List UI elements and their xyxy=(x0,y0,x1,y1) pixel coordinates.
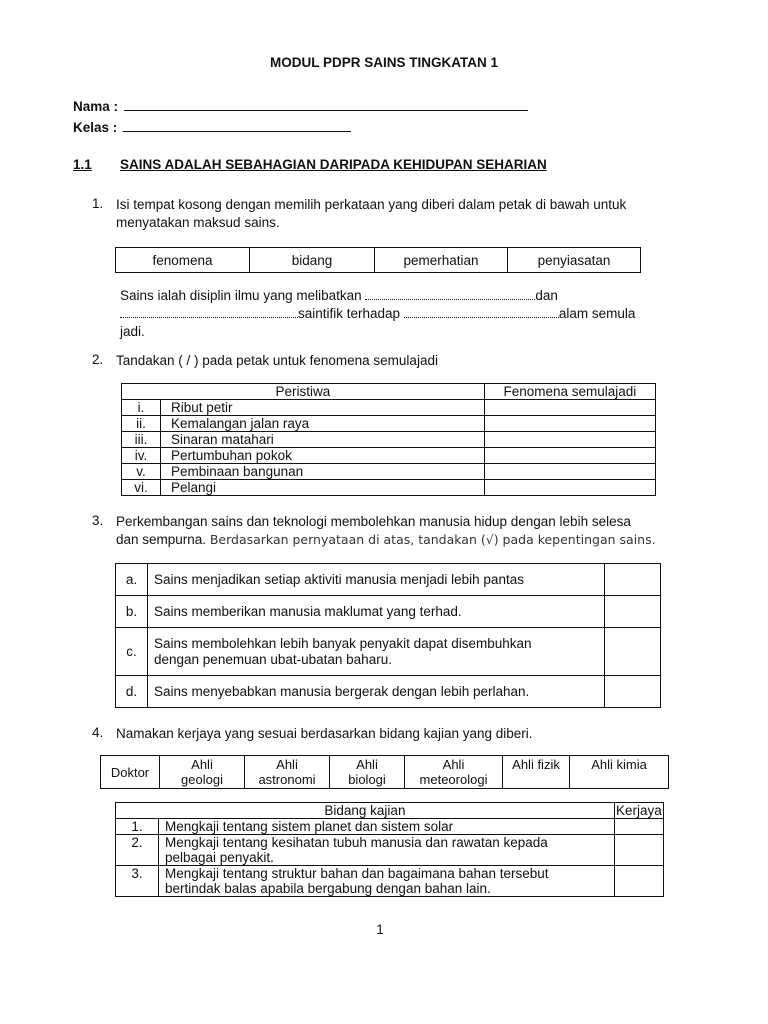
table-row xyxy=(116,819,664,835)
career-answer-cell[interactable] xyxy=(614,819,663,835)
q2-text: Tandakan ( / ) pada petak untuk fenomena semulajadi xyxy=(116,353,438,368)
row-number: iii. xyxy=(122,432,161,448)
event-label: Pelangi xyxy=(161,480,485,496)
career-doktor: Doktor xyxy=(101,756,160,789)
table-row xyxy=(122,416,656,432)
q3-line2b: Berdasarkan pernyataan di atas, tandakan (√) pada kepentingan sains. xyxy=(209,532,656,547)
row-letter: b. xyxy=(116,596,148,628)
career-ahli-meteorologi: Ahli meteorologi xyxy=(405,756,503,789)
table-row xyxy=(116,564,661,596)
answer-cell[interactable] xyxy=(484,416,655,432)
q1-sentence-part5: jadi. xyxy=(120,324,145,339)
q1-number: 1. xyxy=(92,196,104,211)
career-bank xyxy=(100,755,669,789)
table-row xyxy=(122,400,656,416)
q1-sentence-line2 xyxy=(120,306,635,321)
row-number: vi. xyxy=(122,480,161,496)
row-number: 3. xyxy=(116,866,159,897)
answer-cell[interactable] xyxy=(484,400,655,416)
q1-sentence-part2: dan xyxy=(535,288,558,303)
q4-table xyxy=(115,802,664,897)
career-ahli-biologi: Ahli biologi xyxy=(330,756,405,789)
table-row xyxy=(116,676,661,708)
table-row xyxy=(116,628,661,676)
row-number: iv. xyxy=(122,448,161,464)
row-letter: c. xyxy=(116,628,148,676)
study-field-line2: bertindak balas apabila bergabung dengan bahan lain. xyxy=(165,881,491,896)
q3-line2 xyxy=(116,531,656,549)
row-number: ii. xyxy=(122,416,161,432)
answer-cell[interactable] xyxy=(484,464,655,480)
table-row xyxy=(122,448,656,464)
table-row xyxy=(116,866,664,897)
table-row xyxy=(122,480,656,496)
nama-field[interactable] xyxy=(73,98,528,114)
q4-text: Namakan kerjaya yang sesuai berdasarkan bidang kajian yang diberi. xyxy=(116,726,533,741)
table-row xyxy=(116,835,664,866)
tick-cell[interactable] xyxy=(605,628,661,676)
row-number: 1. xyxy=(116,819,159,835)
row-number: i. xyxy=(122,400,161,416)
q4-number: 4. xyxy=(92,725,104,740)
answer-cell[interactable] xyxy=(484,432,655,448)
study-field-line1: Mengkaji tentang kesihatan tubuh manusia dan rawatan kepada xyxy=(165,835,548,850)
kelas-label: Kelas : xyxy=(73,120,118,135)
statement xyxy=(148,628,605,676)
table-row xyxy=(122,464,656,480)
event-label: Sinaran matahari xyxy=(161,432,485,448)
q2-header-peristiwa: Peristiwa xyxy=(122,384,485,400)
q1-blank-3[interactable] xyxy=(404,306,559,318)
row-number: 2. xyxy=(116,835,159,866)
event-label: Pembinaan bangunan xyxy=(161,464,485,480)
nama-blank[interactable] xyxy=(124,98,528,111)
table-row xyxy=(122,432,656,448)
q4-header-kerjaya: Kerjaya xyxy=(616,803,662,818)
event-label: Ribut petir xyxy=(161,400,485,416)
section-title: SAINS ADALAH SEBAHAGIAN DARIPADA KEHIDUPAN SEHARIAN xyxy=(120,157,547,172)
study-field: Mengkaji tentang sistem planet dan sistem solar xyxy=(159,819,615,835)
event-label: Pertumbuhan pokok xyxy=(161,448,485,464)
study-field-line1: Mengkaji tentang struktur bahan dan bagaimana bahan tersebut xyxy=(165,866,549,881)
q1-line1: Isi tempat kosong dengan memilih perkataan yang diberi dalam petak di bawah untuk xyxy=(116,197,627,212)
q1-blank-2[interactable] xyxy=(120,306,298,318)
tick-cell[interactable] xyxy=(605,596,661,628)
career-answer-cell[interactable] xyxy=(614,866,663,897)
row-number: v. xyxy=(122,464,161,480)
study-field xyxy=(159,835,615,866)
statement: Sains menjadikan setiap aktiviti manusia menjadi lebih pantas xyxy=(148,564,605,596)
statement: Sains menyebabkan manusia bergerak dengan lebih perlahan. xyxy=(148,676,605,708)
nama-label: Nama : xyxy=(73,99,119,114)
q1-sentence-line1 xyxy=(120,288,558,303)
row-letter: d. xyxy=(116,676,148,708)
section-number: 1.1 xyxy=(73,157,92,172)
q2-number: 2. xyxy=(92,352,104,367)
kelas-field[interactable] xyxy=(73,119,351,135)
career-ahli-geologi: Ahli geologi xyxy=(160,756,245,789)
event-label: Kemalangan jalan raya xyxy=(161,416,485,432)
word-fenomena: fenomena xyxy=(116,248,250,273)
career-ahli-astronomi: Ahli astronomi xyxy=(245,756,330,789)
q1-line2: menyatakan maksud sains. xyxy=(116,215,280,230)
row-letter: a. xyxy=(116,564,148,596)
study-field xyxy=(159,866,615,897)
page-number: 1 xyxy=(376,922,384,937)
page-title: MODUL PDPR SAINS TINGKATAN 1 xyxy=(269,55,498,70)
career-ahli-fizik: Ahli fizik xyxy=(503,756,570,789)
answer-cell[interactable] xyxy=(484,480,655,496)
word-bank xyxy=(115,247,641,273)
q1-sentence-part1: Sains ialah disiplin ilmu yang melibatkan xyxy=(120,288,362,303)
word-pemerhatian: pemerhatian xyxy=(375,248,508,273)
statement: Sains memberikan manusia maklumat yang terhad. xyxy=(148,596,605,628)
q1-sentence-part4: alam semula xyxy=(558,306,636,321)
q3-line2a: dan sempurna. xyxy=(116,532,207,547)
q3-line1: Perkembangan sains dan teknologi membolehkan manusia hidup dengan lebih selesa xyxy=(116,514,631,529)
word-penyiasatan: penyiasatan xyxy=(508,248,641,273)
q3-table xyxy=(115,563,661,708)
career-ahli-kimia: Ahli kimia xyxy=(570,756,669,789)
tick-cell[interactable] xyxy=(605,676,661,708)
q2-header-fenomena: Fenomena semulajadi xyxy=(484,384,655,400)
statement-line1: Sains membolehkan lebih banyak penyakit dapat disembuhkan xyxy=(154,635,532,651)
kelas-blank[interactable] xyxy=(123,119,351,132)
career-answer-cell[interactable] xyxy=(614,835,663,866)
answer-cell[interactable] xyxy=(484,448,655,464)
tick-cell[interactable] xyxy=(605,564,661,596)
q4-header-bidang: Bidang kajian xyxy=(116,803,615,819)
study-field-line2: pelbagai penyakit. xyxy=(165,850,274,865)
q1-blank-1[interactable] xyxy=(365,288,535,300)
word-bidang: bidang xyxy=(250,248,375,273)
q1-sentence-part3: saintifik terhadap xyxy=(298,306,401,321)
q2-table xyxy=(121,383,656,496)
q3-number: 3. xyxy=(92,513,104,528)
statement-line2: dengan penemuan ubat-ubatan baharu. xyxy=(154,651,392,667)
table-row xyxy=(116,596,661,628)
